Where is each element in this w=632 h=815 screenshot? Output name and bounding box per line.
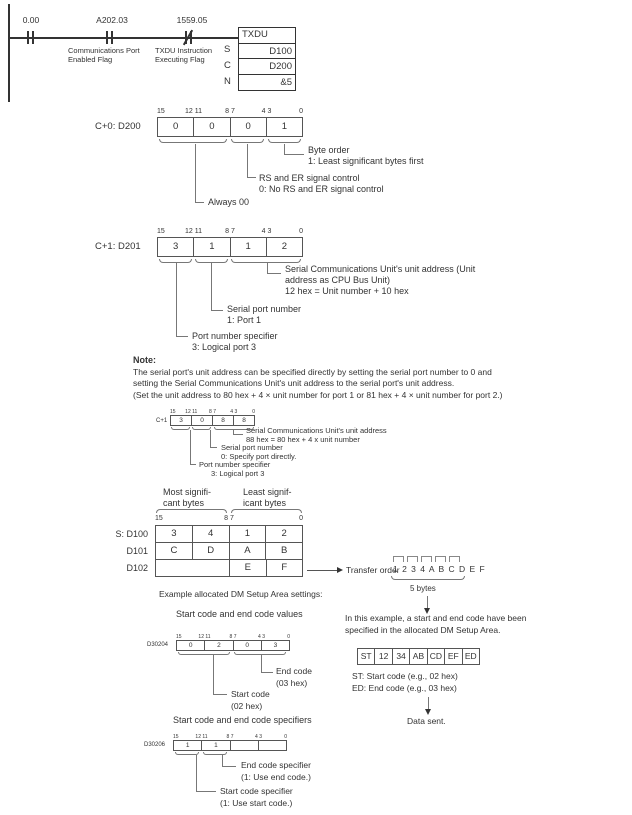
word-label: C+0: D200 [95,121,141,132]
brace [268,139,301,143]
operand-param: N [224,76,231,87]
note-line: (Set the unit address to 80 hex + 4 × unit number for port 1 or 81 hex + 4 × unit number for port 2.) [133,390,503,400]
connector [196,755,216,792]
bit-label: 15 [155,515,163,522]
word-label: D30206 [144,742,166,748]
byte-box [435,556,446,562]
start-code-specifier-annotation: Start code specifier (1: Use start code.) [220,786,293,808]
rs-er-annotation: RS and ER signal control 0: No RS and ER signal control [259,173,384,194]
bit-label: 0 [299,515,303,522]
msb-header: Most signifi- cant bytes [163,487,212,508]
row-label: D102 [126,563,148,573]
bit-label: 15 [176,634,182,640]
operand-param: S [224,44,231,55]
bit-label: 8 7 [209,409,216,415]
bit-cell: 2 [204,641,232,650]
byte-cell: 4 [192,526,229,542]
bit-cell [258,741,286,750]
frame-cell: EF [444,649,461,664]
connector [190,430,196,465]
operand-param: C [224,60,231,71]
dm-data-table [155,525,303,577]
bit-cell: 8 [233,416,254,425]
bit-cell: 1 [185,742,190,749]
port-specifier-annotation: Port number specifier 3: Logical port 3 [199,460,271,478]
bit-cell: 0 [172,121,179,132]
contact-note: Communications Port Enabled Flag [68,46,140,64]
contact-icon [27,31,34,44]
bit-label: 12 11 [195,734,208,740]
table-row [156,542,302,559]
connector [261,655,273,673]
bit-cell: 2 [266,238,302,256]
bit-cell: 0 [188,642,193,649]
byte-cell: 2 [265,526,302,542]
table-row [156,526,302,542]
bit-cell: 0 [193,118,229,136]
bit-cell: 1 [230,238,266,256]
bit-label: 8 7 [225,228,235,235]
arrow-line [428,697,429,709]
byte-cell: E [229,560,266,576]
frame-cell: 34 [392,649,409,664]
connector [195,144,204,203]
byte-box [421,556,432,562]
byte-cell: F [266,560,303,576]
brace [171,427,190,430]
instruction-mnemonic: TXDU [239,28,295,44]
bit-label: 8 7 [229,634,237,640]
contact-icon [106,31,113,44]
bit-cell: 3 [179,417,183,424]
example-text: specified in the allocated DM Setup Area. [345,625,501,635]
byte-order-annotation: Byte order 1: Least significant bytes first [308,145,424,166]
operand-value: &5 [280,76,292,88]
byte-cell: C [170,545,178,556]
brace [159,139,227,143]
frame-cell: 12 [374,649,391,664]
down-arrow-icon [425,709,431,715]
section-title: Start code and end code specifiers [173,715,312,725]
always-00-annotation: Always 00 [208,197,250,207]
operand-value: D200 [239,59,295,74]
bit-label: 4 3 [255,734,262,740]
bit-label: 0 [287,634,290,640]
transfer-order-label: Transfer order [346,565,400,575]
bit-label: 0 [284,734,287,740]
connector [210,430,217,448]
bytes-count-label: 5 bytes [410,584,436,593]
bit-label: 12 11 [185,108,202,115]
bit-cell: 0 [233,641,261,650]
bit-table [157,117,303,137]
byte-box [407,556,418,562]
byte-cell: 3 [171,528,177,539]
port-specifier-annotation: Port number specifier 3: Logical port 3 [192,331,278,352]
data-sent-label: Data sent. [407,716,446,726]
brace [231,259,301,263]
brace [234,652,286,655]
byte-cell: A [229,543,266,559]
row-label: D101 [126,546,148,556]
bit-label: 12 11 [185,228,202,235]
bit-label: 8 7 [225,108,235,115]
bit-cell: 0 [230,118,266,136]
byte-cell: B [265,543,302,559]
brace [231,139,264,143]
byte-cell-merged [156,560,229,576]
note-line: setting the Serial Communications Unit's unit address to the serial port's unit address. [133,378,455,388]
bit-table [157,237,303,257]
serial-port-annotation: Serial port number 0: Specify port directly. [221,443,297,461]
serial-port-annotation: Serial port number 1: Port 1 [227,304,302,325]
bit-cell: 8 [212,416,233,425]
bit-cell: 0 [191,416,212,425]
dm-caption: Example allocated DM Setup Area settings: [159,589,323,599]
bit-label: 12 11 [185,409,198,415]
right-arrow-icon [337,567,343,573]
connector [247,144,256,178]
note-title: Note: [133,355,156,365]
connector [211,263,223,311]
byte-box [449,556,460,562]
frame-cell: AB [409,649,426,664]
bit-cell: 3 [172,241,179,252]
bit-label: 4 3 [261,228,272,235]
bit-cell [230,741,258,750]
rung-line [8,37,238,39]
bit-label: 0 [299,108,303,115]
bit-cell: 1 [201,741,229,750]
arrow-line [307,570,337,571]
bit-label: 0 [252,409,255,415]
bit-label: 15 [173,734,179,740]
bit-table [170,415,255,426]
row-label: S: D100 [115,529,148,539]
end-code-annotation: End code (03 hex) [276,666,312,688]
bit-ruler [157,108,303,117]
unit-address-annotation: Serial Communications Unit's unit address 88 hex = 80 hex + 4 x unit number [246,426,387,444]
byte-cell: D [192,543,229,559]
operand-value: D100 [239,44,295,59]
bit-label: 8 7 [224,515,234,522]
left-bus-bar [8,4,10,102]
frame-cell: CD [427,649,444,664]
transfer-sequence: 1 2 3 4 A B C D E F [393,564,486,574]
txdu-instruction-box [238,27,296,91]
connector [233,430,243,435]
bit-label: 15 [157,228,165,235]
bit-label: 15 [170,409,176,415]
bit-cell: 1 [266,118,302,136]
lsb-header: Least signif- icant bytes [243,487,292,508]
brace [156,509,227,513]
bit-ruler [155,515,303,524]
bit-label: 12 11 [198,634,211,640]
bit-table [176,640,290,651]
frame-legend: ST: Start code (e.g., 02 hex) [352,671,458,681]
frame-table [357,648,480,665]
connector [213,655,227,695]
brace [391,576,465,580]
table-row [156,559,302,576]
frame-legend: ED: End code (e.g., 03 hex) [352,683,457,693]
word-label: C+1 [156,418,168,424]
note-line: The serial port's unit address can be specified directly by setting the serial port number to 0 and [133,367,492,377]
word-label: D30204 [147,642,169,648]
unit-address-annotation: Serial Communications Unit's unit address (Unit address as CPU Bus Unit) 12 hex = Unit number + 10 hex [285,264,476,296]
bit-label: 4 3 [230,409,238,415]
connector [267,263,281,274]
contact-address: 0.00 [22,15,40,25]
bit-table [173,740,287,751]
word-label: C+1: D201 [95,241,141,252]
section-title: Start code and end code values [176,609,303,619]
bit-label: 4 3 [258,634,265,640]
brace [231,509,302,513]
connector [222,755,236,767]
bit-ruler [157,228,303,237]
bit-cell: 1 [193,238,229,256]
bit-label: 8 7 [226,734,234,740]
example-text: In this example, a start and end code have been [345,613,527,623]
bit-label: 4 3 [261,108,272,115]
arrow-line [427,596,428,608]
contact-address: 1559.05 [176,15,208,25]
bit-label: 15 [157,108,165,115]
bit-label: 0 [299,228,303,235]
contact-address: A202.03 [96,15,128,25]
frame-cell: ST [360,651,372,661]
end-code-specifier-annotation: End code specifier (1: Use end code.) [241,760,311,782]
bit-cell: 3 [261,641,289,650]
frame-cell: ED [462,649,479,664]
byte-box [393,556,404,562]
contact-note: TXDU Instruction Executing Flag [155,46,213,64]
start-code-annotation: Start code (02 hex) [231,689,270,711]
connector [284,144,304,155]
byte-cell: 1 [229,526,266,542]
connector [176,263,188,337]
